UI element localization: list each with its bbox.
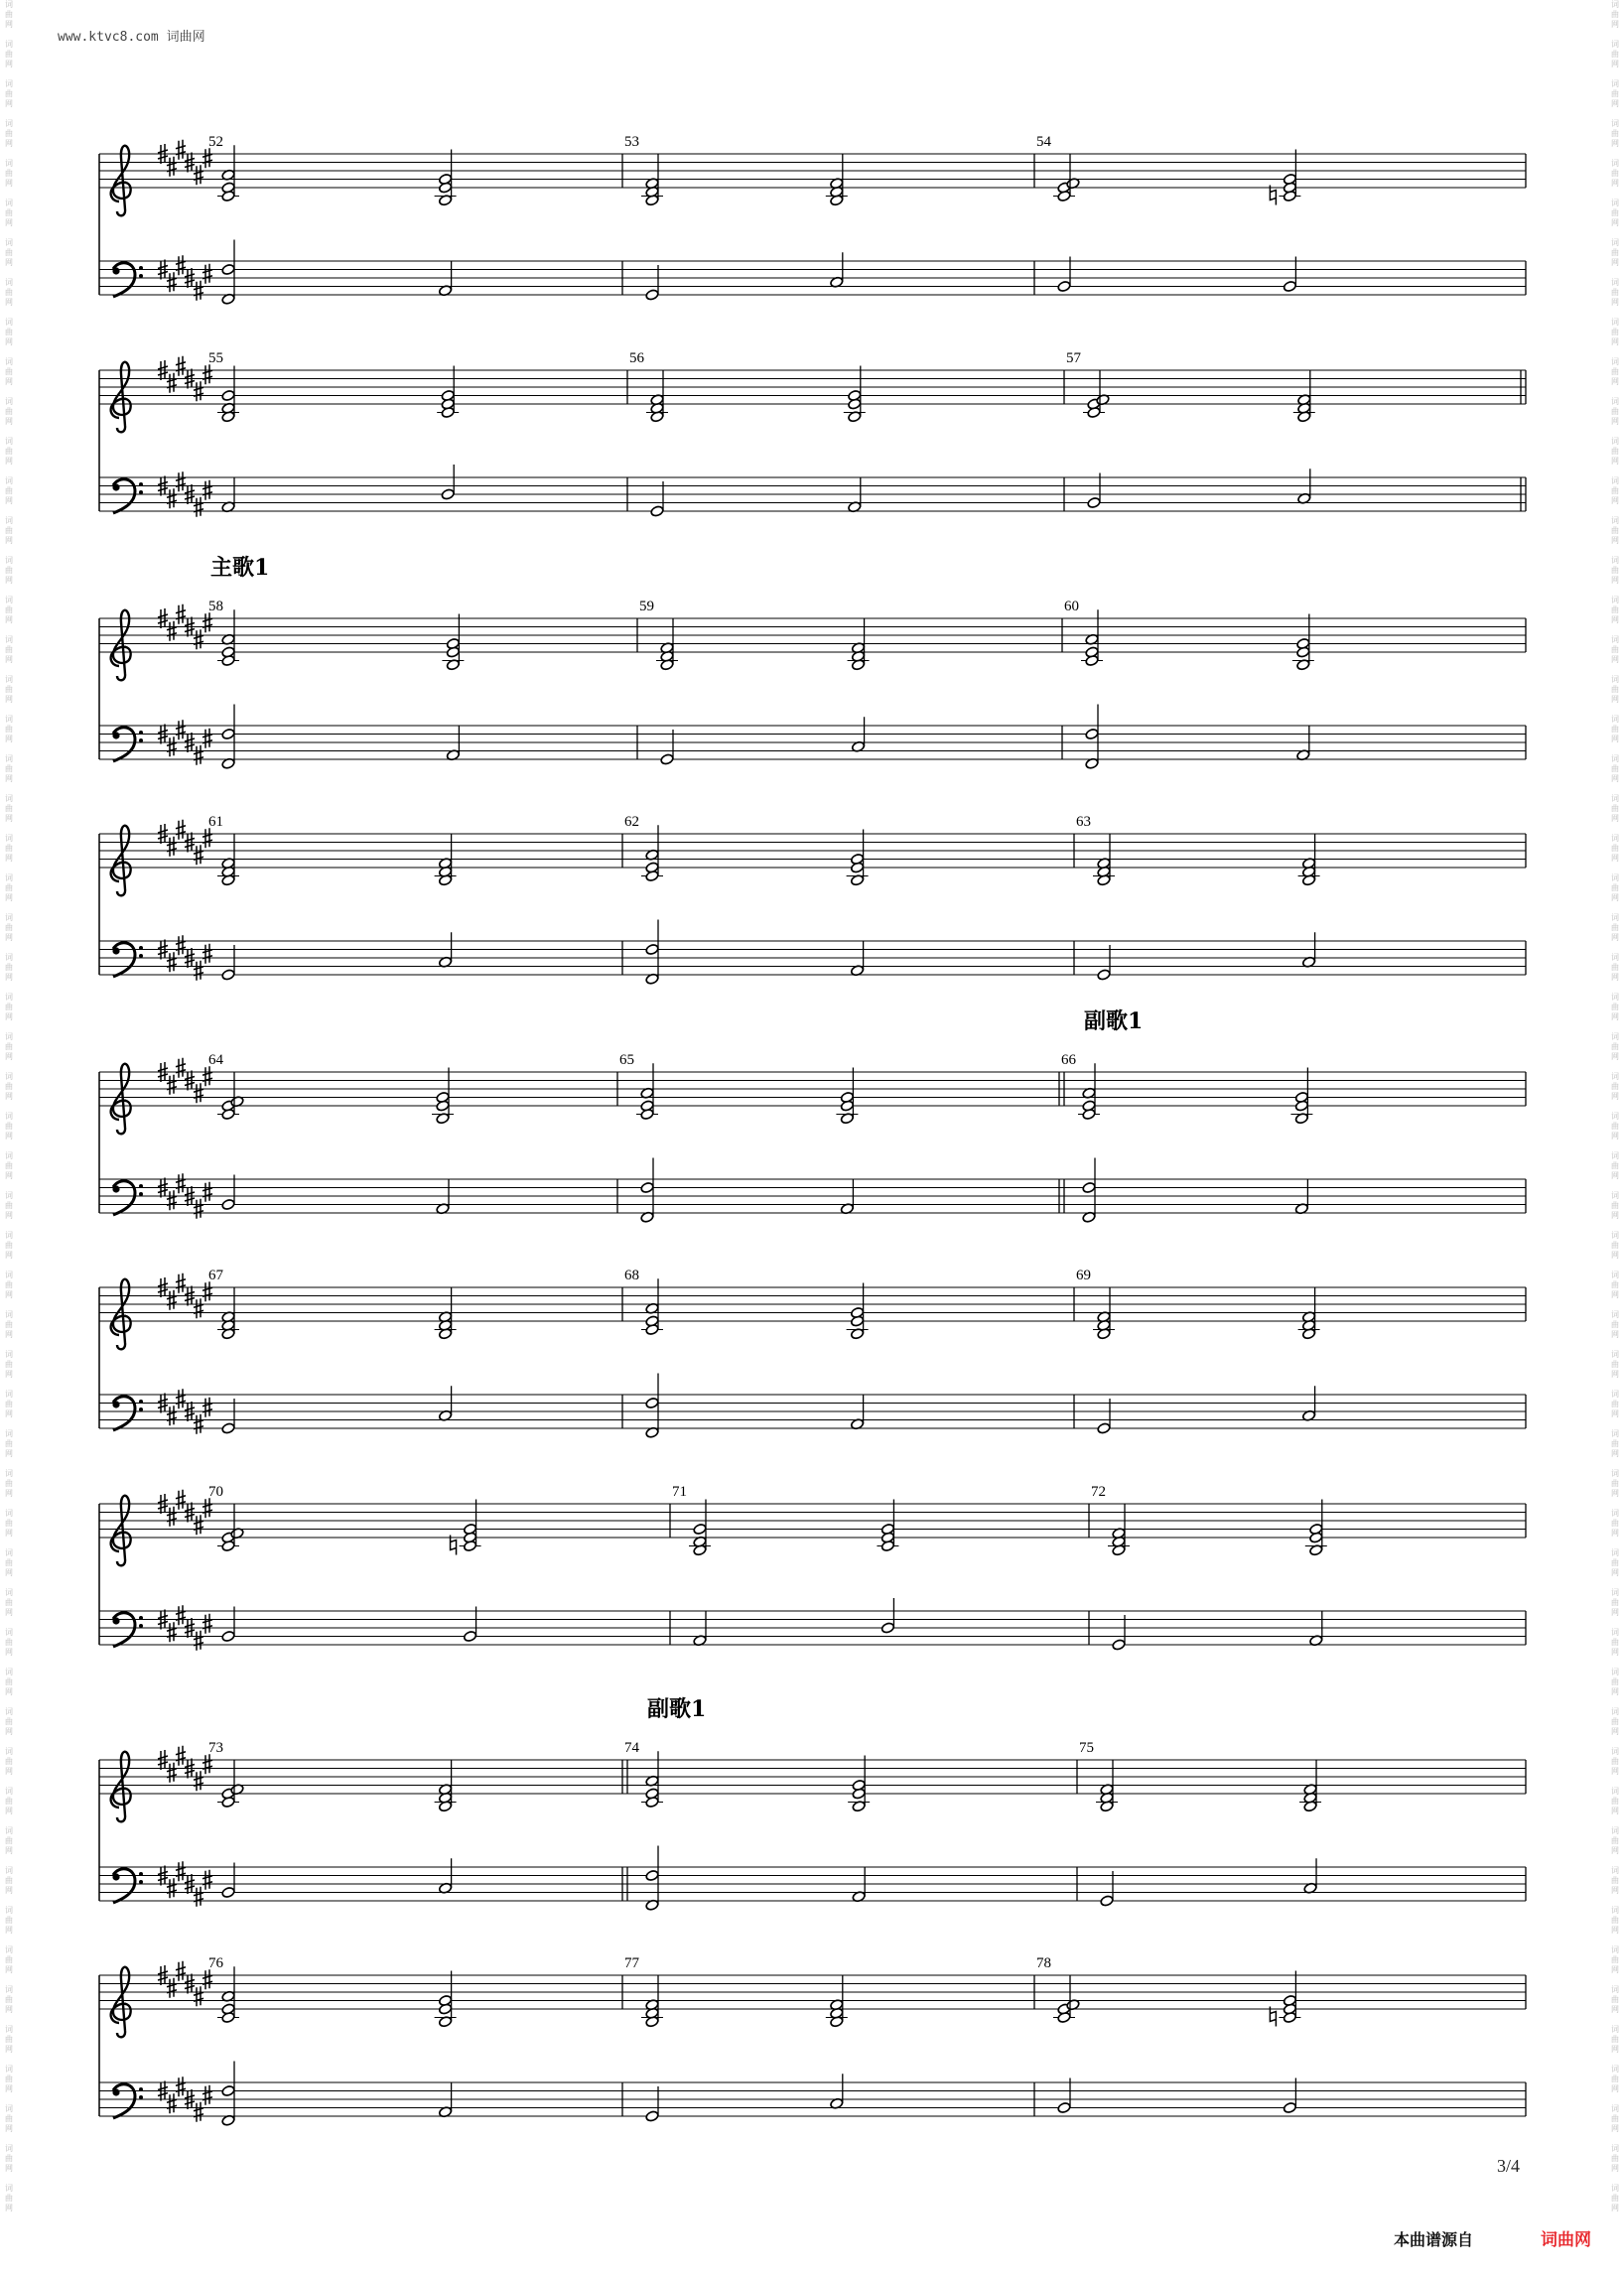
bass-clef-dot (139, 490, 143, 494)
sharp-icon (203, 364, 212, 384)
measure-number: 52 (208, 134, 223, 150)
treble-clef-icon (111, 610, 131, 681)
bass-clef-dot (112, 2088, 119, 2095)
sharp-icon (167, 1622, 177, 1642)
sharp-icon (203, 1398, 212, 1417)
score-system (99, 1696, 1526, 1911)
half-note-head (1057, 280, 1071, 292)
score-system (99, 350, 1526, 517)
bass-clef-dot (139, 482, 143, 486)
sharp-icon (167, 2093, 177, 2113)
half-note-head (221, 389, 235, 401)
half-note-head (221, 1886, 235, 1898)
measure-number: 60 (1064, 599, 1079, 614)
sharp-icon (167, 157, 177, 177)
sharp-icon (176, 720, 186, 739)
sharp-icon (176, 820, 186, 840)
sharp-icon (176, 1861, 186, 1881)
measure-number: 75 (1079, 1740, 1094, 1756)
half-note-head (1087, 496, 1101, 508)
half-note-head (693, 1523, 707, 1535)
sharp-icon (203, 264, 212, 284)
half-note-head (221, 263, 235, 275)
half-note-head (645, 2110, 659, 2122)
sharp-icon (203, 944, 212, 964)
measure-number: 58 (208, 599, 223, 614)
sharp-icon (203, 1182, 212, 1202)
half-note-head (650, 505, 664, 517)
sharp-icon (167, 1763, 177, 1783)
sharp-icon (194, 961, 203, 981)
bass-clef-dot (112, 1873, 119, 1880)
half-note-head (1112, 1639, 1126, 1651)
sharp-icon (167, 837, 177, 857)
sharp-icon (194, 165, 203, 185)
sharp-icon (203, 1281, 212, 1301)
measure-number: 59 (639, 599, 654, 614)
half-note-head (1097, 969, 1111, 981)
treble-clef-icon (111, 1279, 131, 1350)
bass-clef-dot (139, 1616, 143, 1620)
treble-clef-icon (111, 826, 131, 896)
bass-clef-dot (112, 1185, 119, 1192)
section-label: 副歌1 (1084, 1008, 1144, 1034)
footer-brand-link[interactable]: 词曲网 (1541, 2230, 1591, 2250)
measure-number: 68 (624, 1268, 639, 1283)
half-note-head (441, 488, 455, 500)
measure-number: 78 (1036, 1955, 1051, 1971)
sharp-icon (194, 629, 203, 649)
sharp-icon (203, 1498, 212, 1518)
page-number: 3/4 (1497, 2156, 1521, 2176)
bass-clef-dot (112, 732, 119, 738)
measure-number: 63 (1076, 814, 1091, 830)
sharp-icon (176, 604, 186, 624)
bass-clef-dot (139, 1872, 143, 1876)
sharp-icon (203, 148, 212, 168)
treble-clef-icon (111, 146, 131, 216)
bass-clef-dot (139, 1184, 143, 1188)
score-system (99, 1484, 1526, 1651)
measure-number: 62 (624, 814, 639, 830)
section-label: 主歌1 (210, 555, 270, 581)
half-note-head (1085, 728, 1099, 739)
sharp-icon (203, 1614, 212, 1634)
measure-number: 72 (1091, 1484, 1106, 1500)
sharp-icon (194, 1298, 203, 1318)
half-note-head (1283, 280, 1296, 292)
treble-clef-icon (111, 1752, 131, 1822)
left-edge-watermark: 词 曲 网 词 曲 网 词 曲 网 词 曲 网 词 曲 网 词 曲 网 词 曲 网 词 曲 网 词 曲 网 词 曲 网 词 曲 网 词 曲 网 词 曲 网 词 曲 网 词 曲 网 词 曲 网 词 曲 网 词 曲 网 词 曲 网 词 曲 网 词 曲 网 词 曲 网 词 曲 网 词 曲 网 词 曲 网 词 曲 网 词 曲 网 词 曲 网 词 曲 网 词 曲 网 词 曲 网 词 曲 网 词 曲 网 词 曲 网 词 曲 网 词 曲 网 词 曲 网 词 曲 网 词 曲 网 词 曲 网 词 曲 网 词 曲 网 词 曲 网 词 曲 网 词 曲 网 词 曲 网 词 曲 网 词 曲 网 词 曲 网 词 曲 网 词 曲 网 词 曲 网 词 曲 网 词 曲 网 词 曲 网 词 曲 网 (5, 0, 13, 2212)
sharp-icon (167, 488, 177, 508)
sharp-icon (176, 471, 186, 491)
sharp-icon (203, 1066, 212, 1086)
score-system (99, 1008, 1526, 1223)
sharp-icon (167, 1978, 177, 1998)
measure-number: 65 (619, 1052, 634, 1068)
score-system (99, 814, 1526, 985)
sharp-icon (176, 1746, 186, 1766)
bass-clef-dot (112, 947, 119, 954)
sharp-icon (203, 729, 212, 748)
sharp-icon (194, 1986, 203, 2006)
right-edge-watermark: 词 曲 网 词 曲 网 词 曲 网 词 曲 网 词 曲 网 词 曲 网 词 曲 网 词 曲 网 词 曲 网 词 曲 网 词 曲 网 词 曲 网 词 曲 网 词 曲 网 词 曲 网 词 曲 网 词 曲 网 词 曲 网 词 曲 网 词 曲 网 词 曲 网 词 曲 网 词 曲 网 词 曲 网 词 曲 网 词 曲 网 词 曲 网 词 曲 网 词 曲 网 词 曲 网 词 曲 网 词 曲 网 词 曲 网 词 曲 网 词 曲 网 词 曲 网 词 曲 网 词 曲 网 词 曲 网 词 曲 网 词 曲 网 词 曲 网 词 曲 网 词 曲 网 词 曲 网 词 曲 网 词 曲 网 词 曲 网 词 曲 网 词 曲 网 词 曲 网 词 曲 网 词 曲 网 词 曲 网 词 曲 网 词 曲 网 (1611, 0, 1619, 2212)
sharp-icon (194, 1199, 203, 1219)
bass-clef-dot (139, 946, 143, 950)
measure-number: 76 (208, 1955, 223, 1971)
measure-number: 69 (1076, 1268, 1091, 1283)
sharp-icon (176, 2077, 186, 2096)
footer-source-label: 本曲谱源自 (1394, 2230, 1474, 2249)
sharp-icon (194, 497, 203, 517)
half-note-head (1057, 2101, 1071, 2113)
sharp-icon (194, 1515, 203, 1535)
sharp-icon (194, 745, 203, 765)
sharp-icon (194, 2102, 203, 2122)
sharp-icon (167, 1290, 177, 1310)
measure-number: 71 (672, 1484, 687, 1500)
sharp-icon (203, 2085, 212, 2105)
half-note-head (221, 1422, 235, 1434)
measure-number: 77 (624, 1955, 639, 1971)
sharp-icon (167, 621, 177, 641)
sharp-icon (167, 272, 177, 292)
bass-clef-dot (139, 266, 143, 270)
half-note-head (1097, 1422, 1111, 1434)
sharp-icon (176, 1273, 186, 1293)
sharp-icon (194, 1083, 203, 1103)
measure-number: 54 (1036, 134, 1051, 150)
half-note-head (1082, 1181, 1096, 1193)
bass-clef-dot (139, 738, 143, 742)
measure-number: 67 (208, 1268, 223, 1283)
score-system (99, 134, 1526, 305)
sharp-icon (176, 1058, 186, 1078)
half-note-head (1283, 2101, 1296, 2113)
sharp-icon (203, 1969, 212, 1989)
measure-number: 57 (1066, 350, 1081, 366)
sharp-icon (203, 828, 212, 848)
measure-number: 70 (208, 1484, 223, 1500)
sharp-icon (167, 1190, 177, 1210)
sharp-icon (194, 381, 203, 401)
half-note-head (1100, 1895, 1114, 1907)
treble-clef-icon (111, 1496, 131, 1566)
site-name: 词曲网 (166, 30, 205, 45)
half-note-head (645, 1869, 659, 1881)
bass-clef-dot (112, 483, 119, 490)
measure-number: 66 (1061, 1052, 1076, 1068)
sharp-icon (167, 952, 177, 972)
sharp-icon (176, 255, 186, 275)
treble-clef-icon (111, 1967, 131, 2038)
bass-clef-dot (112, 1401, 119, 1407)
bass-clef-dot (139, 1880, 143, 1884)
half-note-head (640, 1181, 654, 1193)
bass-clef-dot (139, 731, 143, 735)
score-system (99, 555, 1526, 769)
sharp-icon (203, 480, 212, 500)
sharp-icon (194, 1414, 203, 1434)
score-system (99, 1955, 1526, 2126)
half-note-head (880, 1622, 894, 1634)
site-url[interactable]: www.ktvc8.com (58, 30, 159, 45)
sharp-icon (176, 140, 186, 160)
sharp-icon (176, 1961, 186, 1981)
half-note-head (645, 289, 659, 301)
sharp-icon (176, 1605, 186, 1625)
sharp-icon (176, 1389, 186, 1408)
sharp-icon (203, 612, 212, 632)
half-note-head (645, 1397, 659, 1408)
bass-clef-dot (139, 1624, 143, 1628)
sharp-icon (194, 1631, 203, 1651)
bass-clef-dot (139, 1407, 143, 1411)
measure-number: 73 (208, 1740, 223, 1756)
sharp-icon (176, 356, 186, 376)
bass-clef-dot (139, 2095, 143, 2099)
sharp-icon (203, 1754, 212, 1774)
measure-number: 53 (624, 134, 639, 150)
half-note-head (463, 1630, 476, 1642)
bass-clef-dot (112, 1617, 119, 1624)
sharp-icon (167, 1878, 177, 1898)
measure-number: 61 (208, 814, 223, 830)
bass-clef-dot (112, 267, 119, 274)
score-system (99, 1268, 1526, 1438)
half-note-head (645, 943, 659, 955)
sharp-icon (203, 1870, 212, 1890)
half-note-head (221, 969, 235, 981)
sharp-icon (176, 1173, 186, 1193)
half-note-head (221, 1630, 235, 1642)
bass-clef-dot (139, 274, 143, 278)
sharp-icon (194, 845, 203, 865)
section-label: 副歌1 (647, 1696, 707, 1722)
sharp-icon (167, 1075, 177, 1095)
sharp-icon (176, 935, 186, 955)
half-note-head (221, 2084, 235, 2096)
half-note-head (221, 728, 235, 739)
measure-number: 56 (629, 350, 644, 366)
sharp-icon (167, 373, 177, 393)
bass-clef-dot (139, 1400, 143, 1404)
treble-clef-icon (111, 362, 131, 433)
sharp-icon (167, 1406, 177, 1425)
sharp-icon (176, 1490, 186, 1510)
sharp-icon (194, 1887, 203, 1907)
sharp-icon (194, 1771, 203, 1791)
bass-clef-dot (139, 954, 143, 958)
sharp-icon (167, 737, 177, 756)
sharp-icon (167, 1507, 177, 1527)
measure-number: 64 (208, 1052, 223, 1068)
half-note-head (660, 753, 674, 765)
measure-number: 74 (624, 1740, 639, 1756)
bass-clef-dot (139, 2087, 143, 2091)
sharp-icon (194, 281, 203, 301)
treble-clef-icon (111, 1064, 131, 1135)
measure-number: 55 (208, 350, 223, 366)
half-note-head (221, 1198, 235, 1210)
bass-clef-dot (139, 1192, 143, 1196)
